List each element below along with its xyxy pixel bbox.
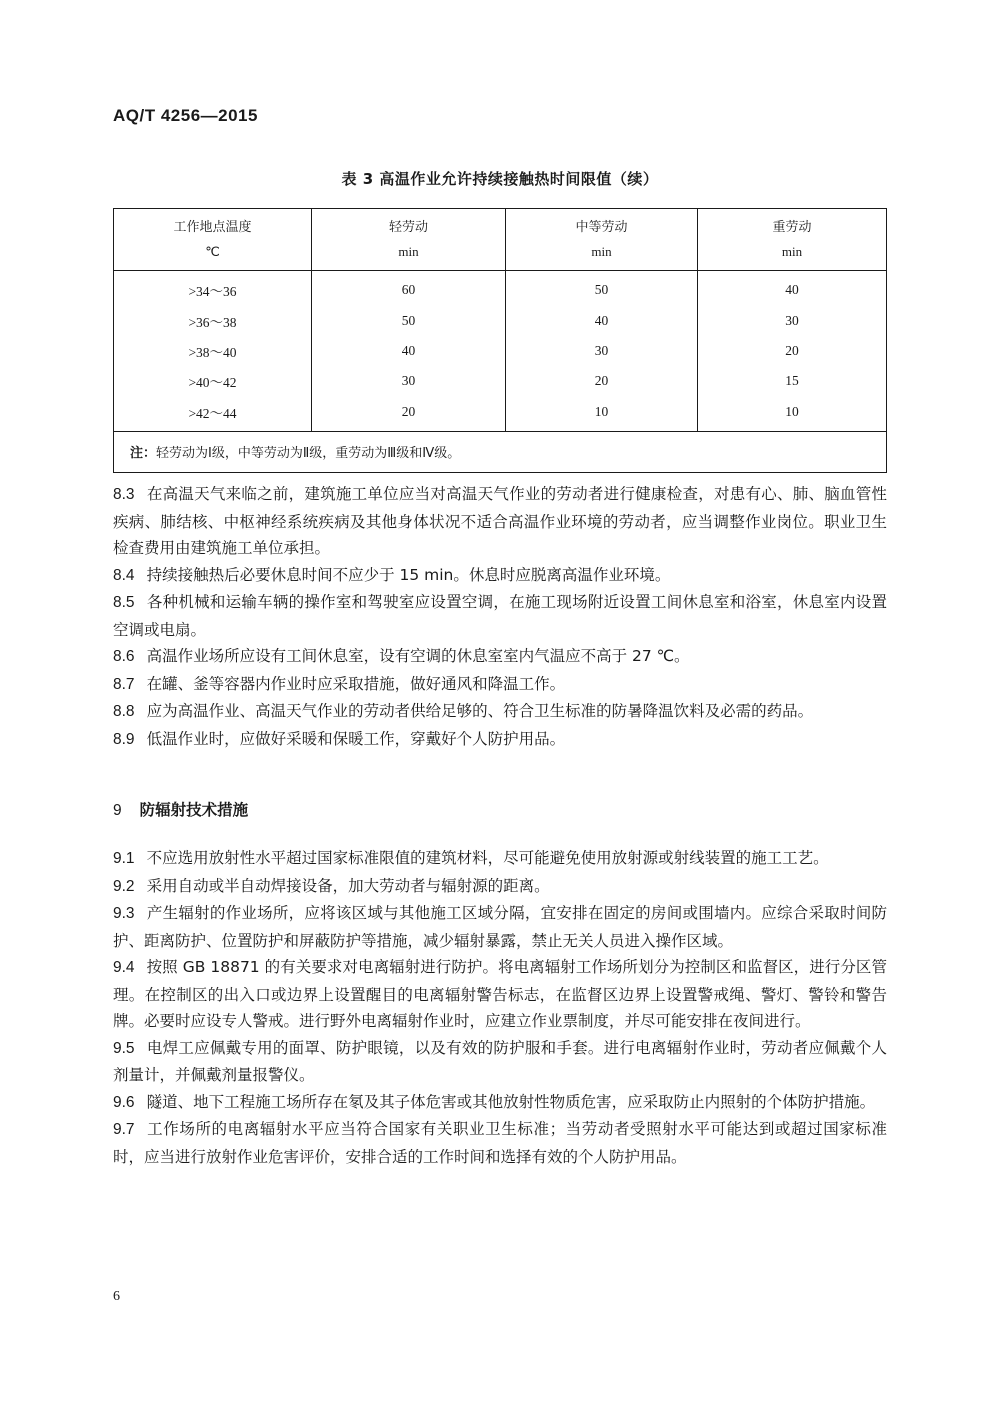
column-header xyxy=(506,209,698,271)
table-cell: >38～40 xyxy=(114,336,312,366)
clause xyxy=(113,845,887,873)
column-unit: min xyxy=(591,243,612,259)
table-cell: 40 xyxy=(312,336,506,366)
table-note xyxy=(114,431,887,472)
clause-text: 工作场所的电离辐射水平应当符合国家有关职业卫生标准；当劳动者受照射水平可能达到或超过国家标准时，应当进行放射作业危害评价，安排合适的工作时间和选择有效的个人防护用品。 xyxy=(113,1120,887,1166)
table-caption: 表 3 高温作业允许持续接触热时间限值（续） xyxy=(341,170,659,188)
clause-number: 9.4 xyxy=(113,959,135,976)
clause-number: 9.7 xyxy=(113,1121,135,1138)
clause-number: 9.6 xyxy=(113,1093,135,1111)
clause-text: 电焊工应佩戴专用的面罩、防护眼镜，以及有效的防护服和手套。进行电离辐射作业时，劳动者应佩戴个人剂量计，并佩戴剂量报警仪。 xyxy=(113,1038,887,1084)
column-unit: ℃ xyxy=(205,243,220,259)
section-number: 9 xyxy=(113,802,122,819)
section-8-clauses xyxy=(113,481,887,753)
clause xyxy=(113,562,887,590)
clause-number: 9.3 xyxy=(113,905,135,922)
column-header xyxy=(698,209,887,271)
clause xyxy=(113,671,887,699)
section-heading xyxy=(113,798,248,820)
table-cell: 30 xyxy=(506,336,698,366)
column-header xyxy=(114,209,312,271)
clause-text: 在高温天气来临之前，建筑施工单位应当对高温天气作业的劳动者进行健康检查，对患有心、肺、脑血管性疾病、肺结核、中枢神经系统疾病及其他身体状况不适合高温作业环境的劳动者，应当调整作业岗位。职业卫生检查费用由建筑施工单位承担。 xyxy=(113,485,887,557)
table-cell: 20 xyxy=(698,336,887,366)
table-cell: 50 xyxy=(312,305,506,335)
clause-number: 8.9 xyxy=(113,730,135,748)
clause-number: 9.1 xyxy=(113,850,135,867)
column-name: 轻劳动 xyxy=(388,219,428,235)
clause xyxy=(113,643,887,671)
column-header xyxy=(312,209,506,271)
standard-code: AQ/T 4256—2015 xyxy=(113,106,258,125)
table-row xyxy=(114,271,887,306)
clause-number: 9.5 xyxy=(113,1039,135,1057)
table-cell: 40 xyxy=(506,305,698,335)
table-cell: >42～44 xyxy=(114,397,312,432)
column-name: 中等劳动 xyxy=(575,219,628,235)
clause xyxy=(113,954,887,1035)
table-cell: 30 xyxy=(698,305,887,335)
clause xyxy=(113,1035,887,1089)
clause-text: 持续接触热后必要休息时间不应少于 15 min。休息时应脱离高温作业环境。 xyxy=(146,565,671,584)
section-9-clauses xyxy=(113,845,887,1170)
clause-number: 8.7 xyxy=(113,675,135,693)
table-row xyxy=(114,336,887,366)
table-row xyxy=(114,305,887,335)
clause-number: 8.8 xyxy=(113,703,135,720)
clause xyxy=(113,481,887,562)
heat-exposure-table xyxy=(113,208,887,473)
table-cell: 60 xyxy=(312,271,506,306)
table-cell: 50 xyxy=(506,271,698,306)
clause-number: 8.3 xyxy=(113,486,135,503)
table-cell: 10 xyxy=(506,397,698,432)
table-row xyxy=(114,397,887,432)
clause-number: 8.4 xyxy=(113,566,135,584)
note-text: 轻劳动为Ⅰ级，中等劳动为Ⅱ级，重劳动为Ⅲ级和Ⅳ级。 xyxy=(156,446,461,462)
table-cell: >36～38 xyxy=(114,305,312,335)
column-name: 重劳动 xyxy=(772,219,812,235)
table-cell: 20 xyxy=(312,397,506,432)
clause-number: 8.6 xyxy=(113,648,135,665)
clause-text: 在罐、釜等容器内作业时应采取措施，做好通风和降温工作。 xyxy=(146,674,566,693)
clause-text: 应为高温作业、高温天气作业的劳动者供给足够的、符合卫生标准的防暑降温饮料及必需的药品。 xyxy=(146,702,814,720)
table-cell: 20 xyxy=(506,366,698,396)
clause-text: 采用自动或半自动焊接设备，加大劳动者与辐射源的距离。 xyxy=(146,876,550,895)
clause-text: 产生辐射的作业场所，应将该区域与其他施工区域分隔，宜安排在固定的房间或围墙内。应综合采取时间防护、距离防护、位置防护和屏蔽防护等措施，减少辐射暴露，禁止无关人员进入操作区域。 xyxy=(113,904,887,950)
column-unit: min xyxy=(781,243,803,259)
table-cell: >34～36 xyxy=(114,271,312,306)
table-cell: >40～42 xyxy=(114,366,312,396)
clause xyxy=(113,873,887,901)
table-cell: 30 xyxy=(312,366,506,396)
clause xyxy=(113,1116,887,1170)
section-title: 防辐射技术措施 xyxy=(139,801,249,819)
page-number: 6 xyxy=(113,1289,120,1304)
clause-text: 各种机械和运输车辆的操作室和驾驶室应设置空调，在施工现场附近设置工间休息室和浴室，休息室内设置空调或电扇。 xyxy=(113,593,887,639)
clause-text: 隧道、地下工程施工场所存在氡及其子体危害或其他放射性物质危害，应采取防止内照射的个体防护措施。 xyxy=(146,1092,876,1111)
clause-text: 按照 GB 18871 的有关要求对电离辐射进行防护。将电离辐射工作场所划分为控制区和监督区，进行分区管理。在控制区的出入口或边界上设置醒目的电离辐射警告标志，在监督区边界上设置警戒绳、警灯、警铃和警告牌。必要时应设专人警戒。进行野外电离辐射作业时，应建立作业票制度，并尽可能安排在夜间进行。 xyxy=(113,958,887,1030)
clause xyxy=(113,589,887,643)
column-name: 工作地点温度 xyxy=(173,219,252,235)
clause xyxy=(113,900,887,954)
clause xyxy=(113,1089,887,1117)
table-cell: 10 xyxy=(698,397,887,432)
table-cell: 15 xyxy=(698,366,887,396)
clause-number: 8.5 xyxy=(113,594,135,611)
table-row xyxy=(114,366,887,396)
column-unit: min xyxy=(398,243,419,259)
clause xyxy=(113,698,887,726)
table-note-row xyxy=(114,431,887,472)
table-header-row xyxy=(114,209,887,271)
clause-text: 不应选用放射性水平超过国家标准限值的建筑材料，尽可能避免使用放射源或射线装置的施工工艺。 xyxy=(146,849,829,867)
clause-text: 低温作业时，应做好采暖和保暖工作，穿戴好个人防护用品。 xyxy=(146,729,566,748)
clause-text: 高温作业场所应设有工间休息室，设有空调的休息室室内气温应不高于 27 ℃。 xyxy=(146,647,690,665)
clause xyxy=(113,726,887,754)
note-label: 注： xyxy=(130,446,157,462)
clause-number: 9.2 xyxy=(113,877,135,895)
table-cell: 40 xyxy=(698,271,887,306)
